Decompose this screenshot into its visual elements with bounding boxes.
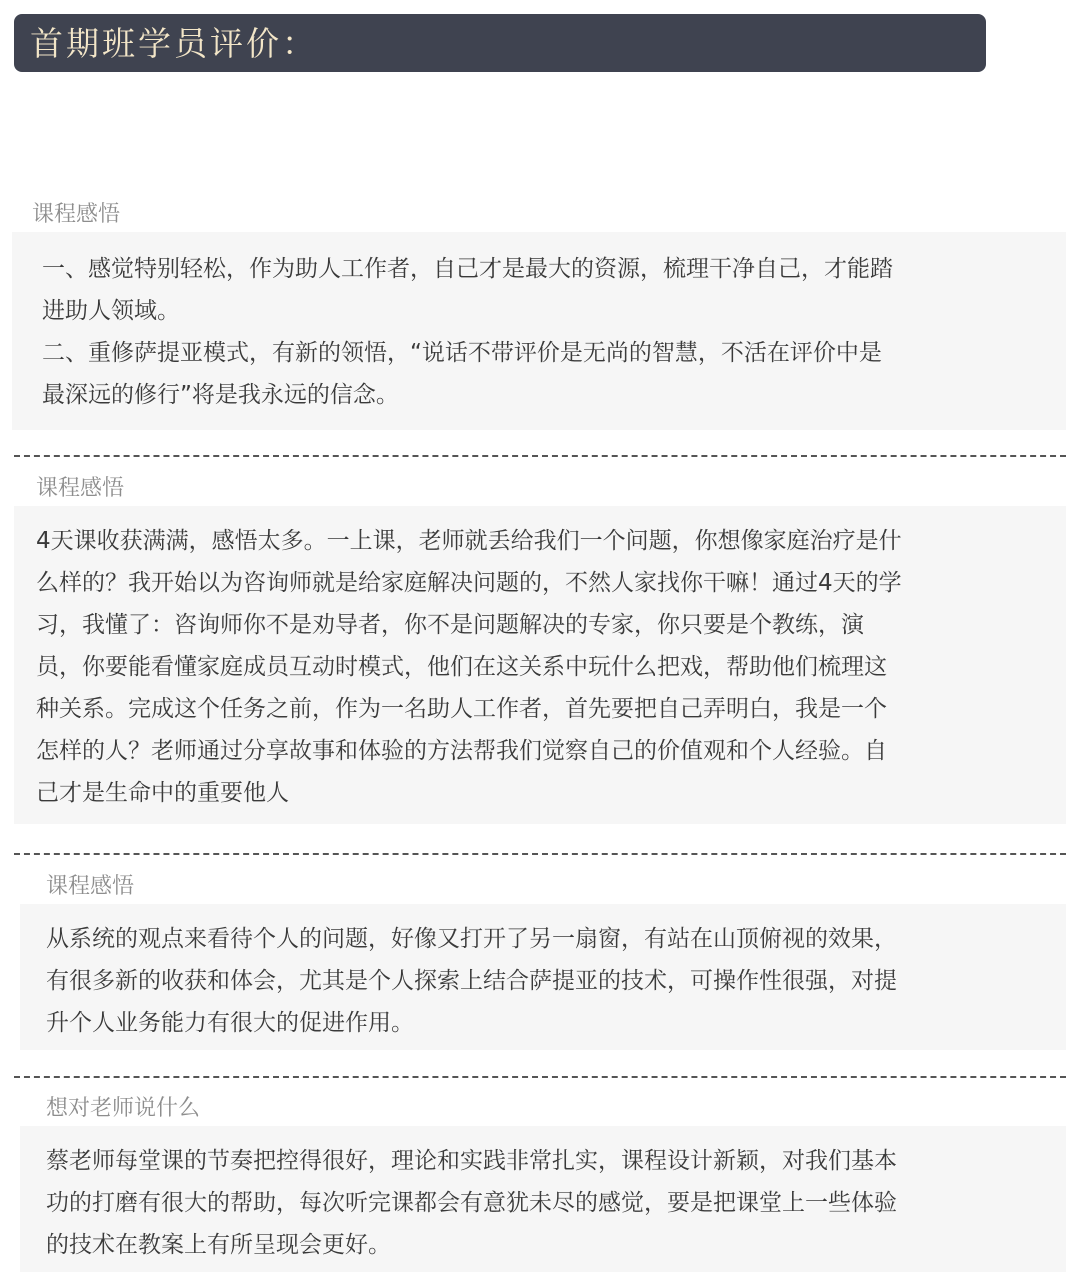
review-line: 最深远的修行”将是我永远的信念。	[42, 382, 399, 408]
review-line: 4天课收获满满，感悟太多。一上课，老师就丢给我们一个问题，你想像家庭治疗是什	[36, 528, 902, 554]
review-line: 么样的？我开始以为咨询师就是给家庭解决问题的，不然人家找你干嘛！通过4天的学	[36, 570, 902, 596]
dashed-divider	[14, 1076, 1066, 1078]
review-line: 一、感觉特别轻松，作为助人工作者，自己才是最大的资源，梳理干净自己，才能踏	[42, 256, 893, 282]
review-content-box	[20, 904, 1066, 1050]
review-line: 有很多新的收获和体会，尤其是个人探索上结合萨提亚的技术，可操作性很强，对提	[46, 968, 897, 994]
review-line: 蔡老师每堂课的节奏把控得很好，理论和实践非常扎实，课程设计新颖，对我们基本	[46, 1148, 897, 1174]
review-content-box	[20, 1126, 1066, 1272]
dashed-divider	[14, 853, 1066, 855]
review-content-box	[12, 232, 1066, 430]
review-line: 习，我懂了：咨询师你不是劝导者，你不是问题解决的专家，你只要是个教练，演	[36, 612, 864, 638]
review-line: 的技术在教案上有所呈现会更好。	[46, 1232, 391, 1258]
review-line: 怎样的人？老师通过分享故事和体验的方法帮我们觉察自己的价值观和个人经验。自	[36, 738, 887, 764]
review-label: 想对老师说什么	[46, 1096, 201, 1121]
review-line: 升个人业务能力有很大的促进作用。	[46, 1010, 414, 1036]
review-content-box	[14, 506, 1066, 824]
review-line: 二、重修萨提亚模式，有新的领悟，“说话不带评价是无尚的智慧，不活在评价中是	[42, 340, 882, 366]
review-label: 课程感悟	[36, 476, 125, 501]
review-line: 功的打磨有很大的帮助，每次听完课都会有意犹未尽的感觉，要是把课堂上一些体验	[46, 1190, 897, 1216]
dashed-divider	[14, 455, 1066, 457]
review-line: 员，你要能看懂家庭成员互动时模式，他们在这关系中玩什么把戏，帮助他们梳理这	[36, 654, 887, 680]
review-label: 课程感悟	[32, 202, 121, 227]
review-line: 从系统的观点来看待个人的问题，好像又打开了另一扇窗，有站在山顶俯视的效果，	[46, 926, 897, 952]
review-label: 课程感悟	[46, 874, 135, 899]
page-title: 首期班学员评价：	[30, 23, 318, 63]
header-bar	[14, 14, 986, 72]
review-line: 己才是生命中的重要他人	[36, 780, 289, 806]
review-line: 进助人领域。	[42, 298, 180, 324]
review-line: 种关系。完成这个任务之前，作为一名助人工作者，首先要把自己弄明白，我是一个	[36, 696, 887, 722]
